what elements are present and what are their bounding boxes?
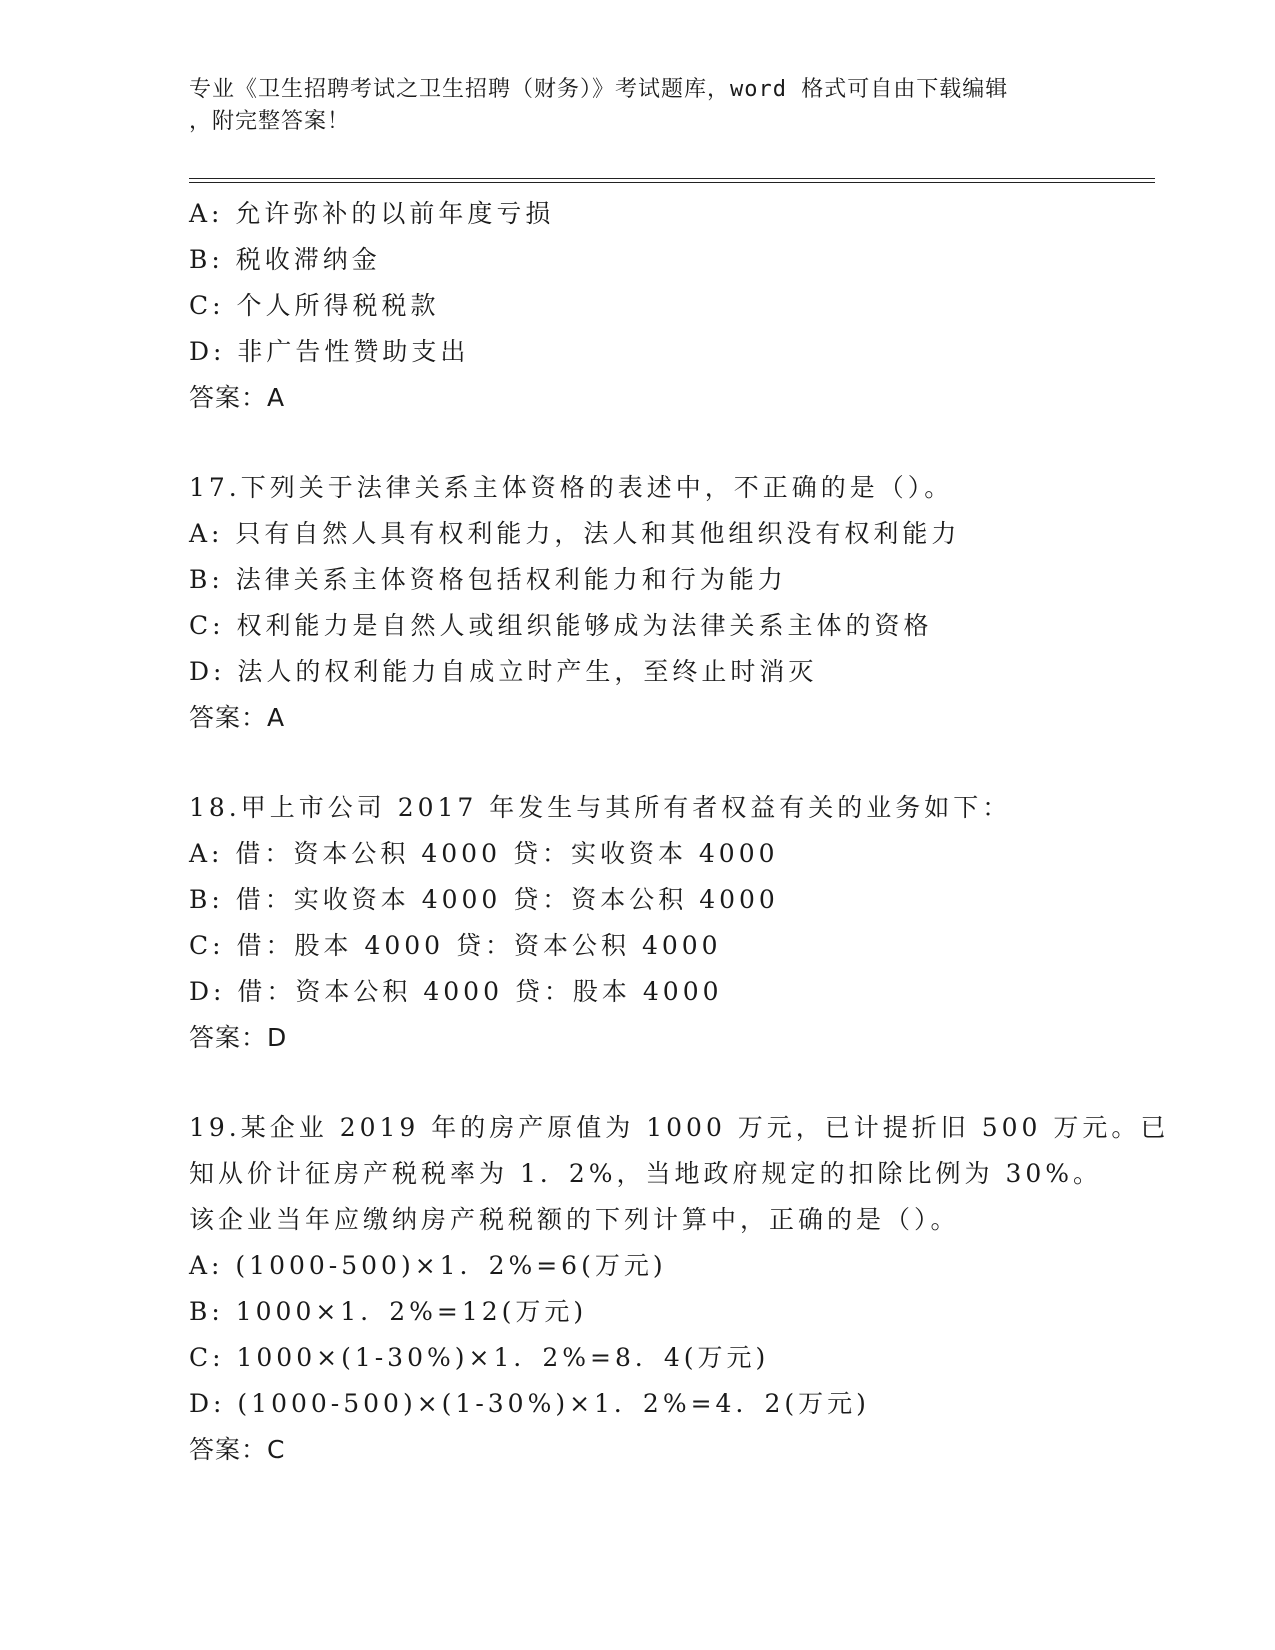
spacer [189, 1061, 1089, 1105]
spacer [189, 421, 1089, 465]
answer-line: 答案：C [189, 1435, 286, 1464]
option-a: A: 只有自然人具有权利能力，法人和其他组织没有权利能力 [189, 519, 961, 548]
option-b: B: 借：实收资本 4000 贷：资本公积 4000 [189, 885, 779, 914]
option-a: A: 借：资本公积 4000 贷：实收资本 4000 [189, 839, 779, 868]
answer-line: 答案：A [189, 383, 286, 412]
option-d: D: 法人的权利能力自成立时产生，至终止时消灭 [189, 657, 818, 686]
spacer [189, 741, 1089, 785]
question-stem-line-2: 知从价计征房产税税率为 1．2%，当地政府规定的扣除比例为 30%。 [189, 1159, 1103, 1188]
option-d: D: 非广告性赞助支出 [189, 337, 470, 366]
question-stem: 17.下列关于法律关系主体资格的表述中，不正确的是（）。 [189, 473, 954, 502]
header-divider-bottom [189, 182, 1155, 183]
document-header [189, 74, 1089, 138]
option-c: C: 借：股本 4000 贷：资本公积 4000 [189, 931, 722, 960]
question-18-block [189, 785, 1089, 1061]
option-c: C: 个人所得税税款 [189, 291, 440, 320]
question-list [189, 191, 1170, 1473]
option-a: A: 允许弥补的以前年度亏损 [189, 199, 555, 228]
question-16-block [189, 191, 1089, 421]
option-b: B: 税收滞纳金 [189, 245, 381, 274]
answer-line: 答案：A [189, 703, 286, 732]
header-line-2: ，附完整答案！ [189, 109, 351, 134]
question-stem-line-3: 该企业当年应缴纳房产税税额的下列计算中，正确的是（）。 [189, 1205, 960, 1234]
question-19-block [189, 1105, 1170, 1473]
answer-line: 答案：D [189, 1023, 288, 1052]
option-d: D: (1000-500)×(1-30%)×1．2%=4．2(万元) [189, 1389, 870, 1418]
question-stem: 18.甲上市公司 2017 年发生与其所有者权益有关的业务如下： [189, 793, 1012, 822]
option-c: C: 权利能力是自然人或组织能够成为法律关系主体的资格 [189, 611, 933, 640]
option-a: A: (1000-500)×1．2%=6(万元) [189, 1251, 667, 1280]
option-b: B: 1000×1．2%=12(万元) [189, 1297, 588, 1326]
header-divider-top [189, 178, 1155, 179]
option-c: C: 1000×(1-30%)×1．2%=8．4(万元) [189, 1343, 770, 1372]
option-b: B: 法律关系主体资格包括权利能力和行为能力 [189, 565, 787, 594]
option-d: D: 借：资本公积 4000 贷：股本 4000 [189, 977, 723, 1006]
question-17-block [189, 465, 1089, 741]
question-stem-line-1: 19.某企业 2019 年的房产原值为 1000 万元，已计提折旧 500 万元。已 [189, 1113, 1170, 1142]
header-line-1: 专业《卫生招聘考试之卫生招聘（财务）》考试题库，word 格式可自由下载编辑 [189, 77, 1009, 102]
